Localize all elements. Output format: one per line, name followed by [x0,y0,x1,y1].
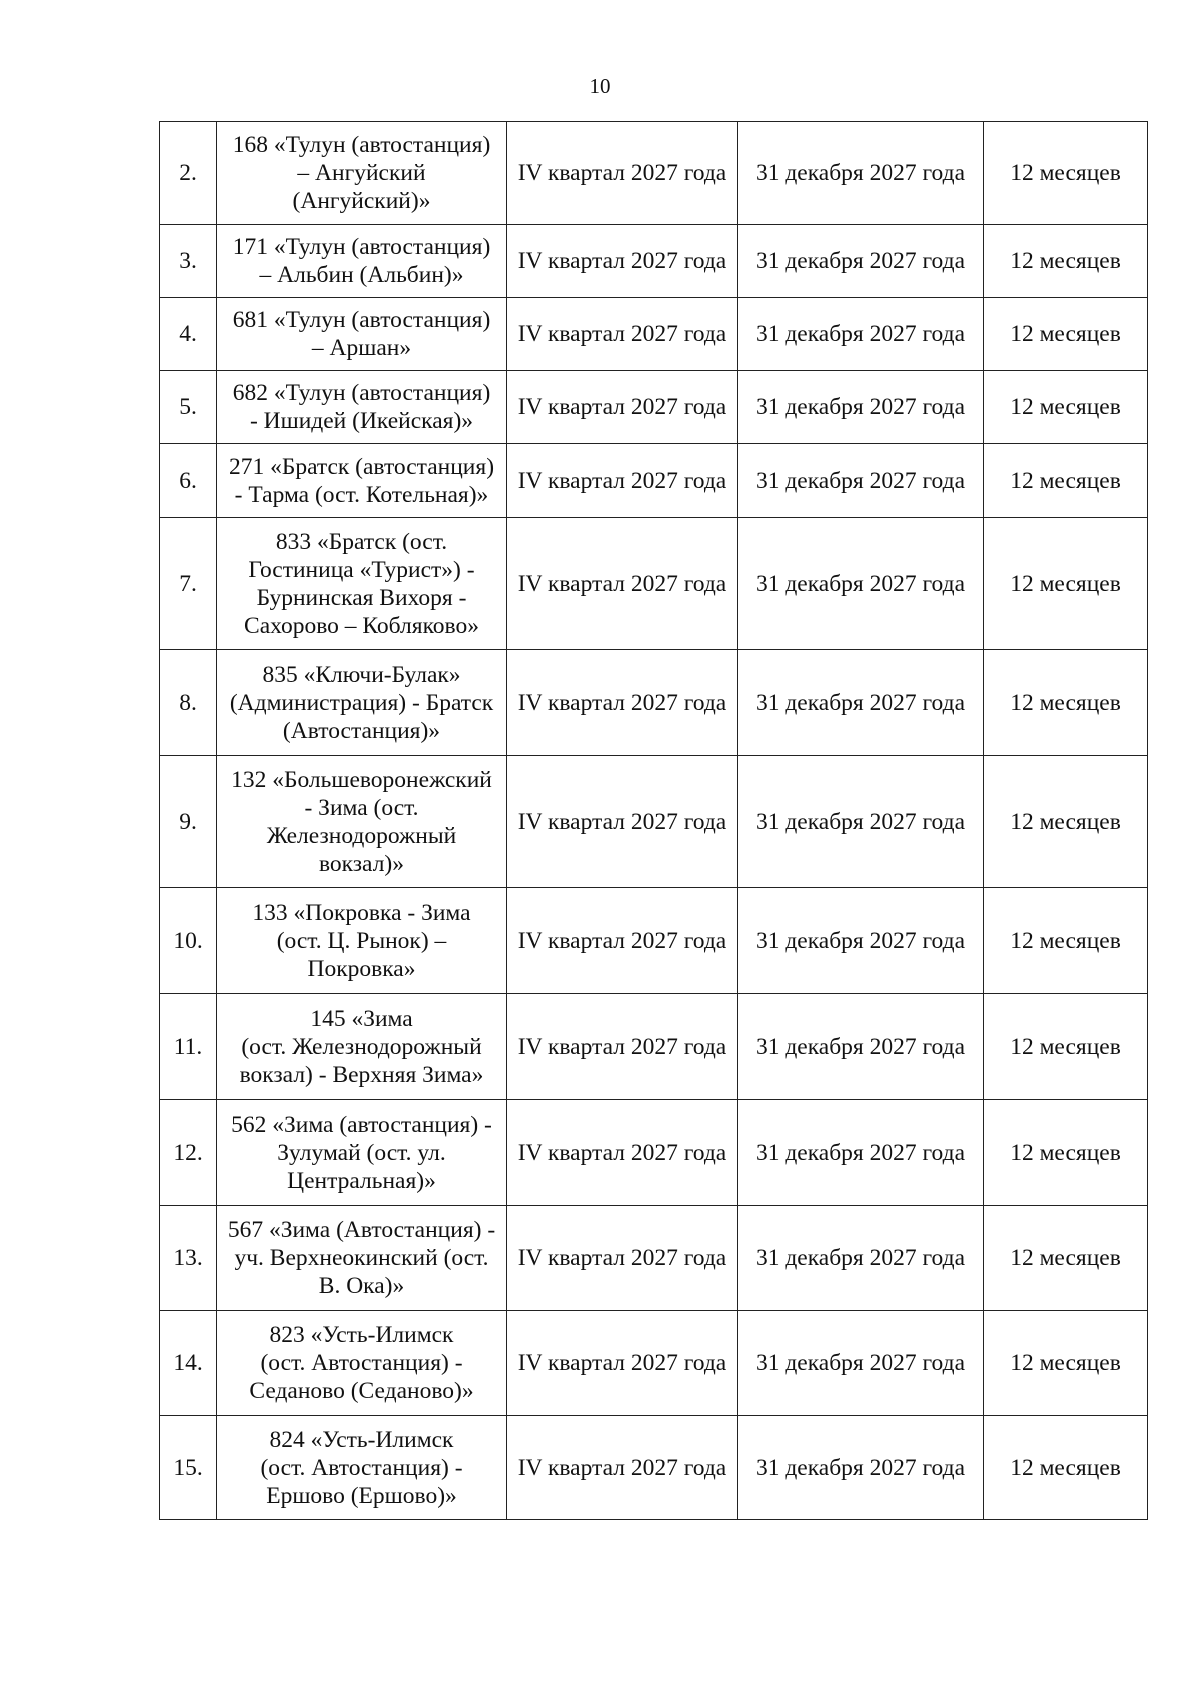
route-name [217,756,507,888]
contract-term: 12 месяцев [984,650,1148,756]
contract-term: 12 месяцев [984,518,1148,650]
table-row [160,994,1148,1100]
table-row [160,122,1148,225]
start-quarter: IV квартал 2027 года [507,1416,738,1520]
start-quarter: IV квартал 2027 года [507,518,738,650]
route-name [217,122,507,225]
route-name-line: 133 «Покровка - Зима [252,899,471,926]
contract-term: 12 месяцев [984,225,1148,298]
route-name [217,1100,507,1206]
table-row [160,225,1148,298]
route-name [217,518,507,650]
end-date: 31 декабря 2027 года [738,371,984,444]
route-name-line: вокзал)» [318,850,404,877]
contract-term: 12 месяцев [984,1206,1148,1311]
row-number: 5. [160,371,217,444]
route-name-line: 682 «Тулун (автостанция) [232,380,491,406]
route-name-line: (ост. Автостанция) - [260,1454,463,1481]
start-quarter: IV квартал 2027 года [507,371,738,444]
row-number: 7. [160,518,217,650]
route-name-line: В. Ока)» [318,1273,405,1299]
route-name-line: 681 «Тулун (автостанция) [232,307,491,333]
route-name-line: 271 «Братск (автостанция) [228,453,495,480]
table-row [160,371,1148,444]
table-row [160,298,1148,371]
end-date: 31 декабря 2027 года [738,756,984,888]
route-name-line: Ершово (Ершово)» [266,1482,457,1509]
contract-term: 12 месяцев [984,1311,1148,1416]
contract-term: 12 месяцев [984,888,1148,994]
route-name-line: – Аршан» [311,335,412,361]
end-date: 31 декабря 2027 года [738,225,984,298]
route-name-line: - Зима (ост. [304,794,419,821]
end-date: 31 декабря 2027 года [738,1206,984,1311]
contract-term: 12 месяцев [984,756,1148,888]
route-name-line: 567 «Зима (Автостанция) - [227,1217,496,1243]
route-name-line: уч. Верхнеокинский (ост. [234,1245,489,1271]
route-name-line: вокзал) - Верхняя Зима» [239,1061,484,1088]
routes-table [159,121,1148,1520]
row-number: 11. [160,994,217,1100]
row-number: 3. [160,225,217,298]
routes-table-body [160,122,1148,1520]
route-name-line: Бурнинская Вихоря - [256,584,467,611]
row-number: 4. [160,298,217,371]
start-quarter: IV квартал 2027 года [507,994,738,1100]
contract-term: 12 месяцев [984,444,1148,518]
table-row [160,1100,1148,1206]
route-name [217,371,507,444]
start-quarter: IV квартал 2027 года [507,650,738,756]
row-number: 14. [160,1311,217,1416]
end-date: 31 декабря 2027 года [738,1416,984,1520]
end-date: 31 декабря 2027 года [738,888,984,994]
route-name-line: (ост. Железнодорожный [241,1033,482,1060]
route-name [217,650,507,756]
route-name-line: Сахорово – Кобляково» [244,612,479,639]
contract-term: 12 месяцев [984,1416,1148,1520]
end-date: 31 декабря 2027 года [738,298,984,371]
route-name-line: 168 «Тулун (автостанция) [232,132,491,158]
route-name-line: 835 «Ключи-Булак» [262,661,461,688]
table-row [160,1416,1148,1520]
row-number: 15. [160,1416,217,1520]
contract-term: 12 месяцев [984,994,1148,1100]
route-name-line: Зулумай (ост. ул. [277,1139,446,1166]
route-name-line: 145 «Зима [310,1005,413,1032]
end-date: 31 декабря 2027 года [738,1100,984,1206]
route-name [217,994,507,1100]
route-name-line: Седаново (Седаново)» [249,1378,474,1404]
table-row [160,1206,1148,1311]
route-name-line: (ост. Автостанция) - [260,1350,463,1376]
route-name-line: (Ангуйский)» [292,188,431,214]
start-quarter: IV квартал 2027 года [507,298,738,371]
row-number: 6. [160,444,217,518]
route-name [217,225,507,298]
contract-term: 12 месяцев [984,122,1148,225]
start-quarter: IV квартал 2027 года [507,122,738,225]
contract-term: 12 месяцев [984,371,1148,444]
route-name [217,298,507,371]
end-date: 31 декабря 2027 года [738,518,984,650]
end-date: 31 декабря 2027 года [738,650,984,756]
row-number: 13. [160,1206,217,1311]
row-number: 9. [160,756,217,888]
start-quarter: IV квартал 2027 года [507,1311,738,1416]
route-name-line: - Ишидей (Икейская)» [249,408,474,434]
row-number: 10. [160,888,217,994]
route-name [217,1416,507,1520]
route-name-line: – Альбин (Альбин)» [259,262,464,288]
route-name-line: 833 «Братск (ост. [275,528,448,555]
route-name-line: (ост. Ц. Рынок) – [276,927,447,954]
table-row [160,518,1148,650]
route-name-line: Центральная)» [287,1167,436,1194]
end-date: 31 декабря 2027 года [738,122,984,225]
table-row [160,650,1148,756]
end-date: 31 декабря 2027 года [738,444,984,518]
route-name-line: (Администрация) - Братск [229,689,494,716]
row-number: 8. [160,650,217,756]
table-row [160,888,1148,994]
start-quarter: IV квартал 2027 года [507,225,738,298]
route-name-line: Покровка» [307,955,416,982]
start-quarter: IV квартал 2027 года [507,444,738,518]
route-name-line: 562 «Зима (автостанция) - [231,1111,492,1138]
route-name [217,888,507,994]
route-name [217,444,507,518]
start-quarter: IV квартал 2027 года [507,1206,738,1311]
route-name-line: Железнодорожный [266,822,457,849]
route-name [217,1206,507,1311]
table-row [160,1311,1148,1416]
page-number: 10 [589,74,611,98]
contract-term: 12 месяцев [984,298,1148,371]
row-number: 2. [160,122,217,225]
route-name [217,1311,507,1416]
table-row [160,756,1148,888]
route-name-line: - Тарма (ост. Котельная)» [234,481,489,508]
start-quarter: IV квартал 2027 года [507,888,738,994]
route-name-line: 823 «Усть-Илимск [269,1322,454,1348]
start-quarter: IV квартал 2027 года [507,1100,738,1206]
end-date: 31 декабря 2027 года [738,1311,984,1416]
route-name-line: – Ангуйский [297,160,426,186]
contract-term: 12 месяцев [984,1100,1148,1206]
route-name-line: 171 «Тулун (автостанция) [232,234,491,260]
route-name-line: Гостиница «Турист») - [248,556,475,583]
route-name-line: 824 «Усть-Илимск [269,1426,454,1453]
row-number: 12. [160,1100,217,1206]
table-row [160,444,1148,518]
route-name-line: (Автостанция)» [282,717,441,744]
end-date: 31 декабря 2027 года [738,994,984,1100]
start-quarter: IV квартал 2027 года [507,756,738,888]
route-name-line: 132 «Большеворонежский [231,766,492,793]
